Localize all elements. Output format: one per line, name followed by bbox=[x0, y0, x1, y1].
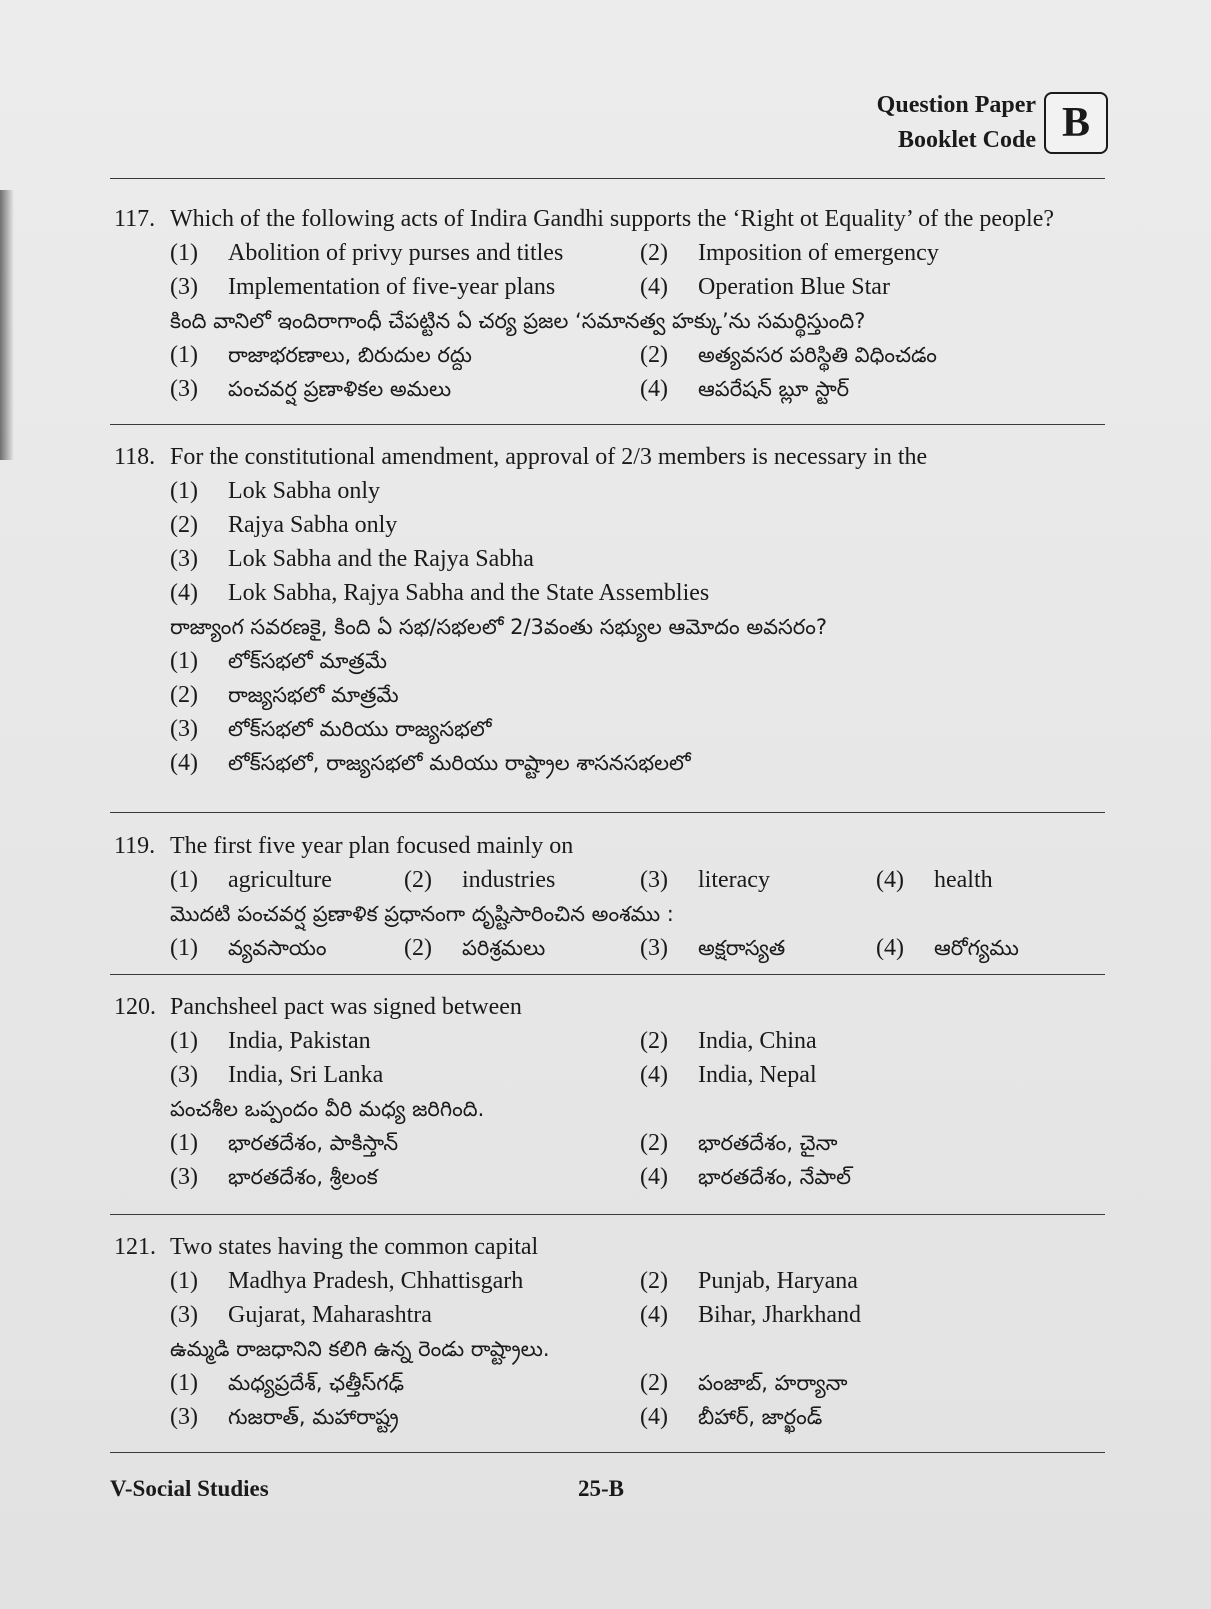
option-row bbox=[114, 1058, 1110, 1092]
subject-label: V-Social Studies bbox=[110, 1476, 269, 1501]
option-1-te: (1) భారతదేశం, పాకిస్తాన్ bbox=[170, 1130, 399, 1156]
option-row-te bbox=[114, 1366, 1110, 1400]
question-text-te: ఉమ్మడి రాజధానిని కలిగి ఉన్న రెండు రాష్ట్రాలు. bbox=[170, 1337, 550, 1361]
option-4: (4) Bihar, Jharkhand bbox=[640, 1302, 861, 1328]
option-3-te: (3) పంచవర్ష ప్రణాళికల అమలు bbox=[170, 376, 452, 402]
question-number: 117. bbox=[114, 206, 156, 232]
option-1: (1) agriculture bbox=[170, 867, 332, 893]
option-2: (2) India, China bbox=[640, 1028, 817, 1054]
option-2-te: (2) పరిశ్రమలు bbox=[404, 935, 546, 961]
option-1-te: (1) లోక్‌సభలో మాత్రమే bbox=[170, 648, 387, 674]
option-3: (3) Implementation of five-year plans bbox=[170, 274, 556, 300]
booklet-code-header bbox=[877, 88, 1108, 158]
option-row-te bbox=[114, 338, 1110, 372]
option-1: (1) Madhya Pradesh, Chhattisgarh bbox=[170, 1268, 524, 1294]
option-4-te: (4) లోక్‌సభలో, రాజ్యసభలో మరియు రాష్ట్రాల శాసనసభలలో bbox=[170, 750, 691, 776]
option-3: (3) literacy bbox=[640, 867, 770, 893]
option-2-te: (2) అత్యవసర పరిస్థితి విధించడం bbox=[640, 342, 937, 368]
divider bbox=[110, 1452, 1105, 1453]
divider bbox=[110, 1214, 1105, 1215]
option-1: (1) Abolition of privy purses and titles bbox=[170, 240, 564, 266]
option-row bbox=[114, 863, 1110, 897]
option-4-te: (4) బీహార్, జార్ఖండ్ bbox=[640, 1404, 823, 1430]
option-3: (3) Gujarat, Maharashtra bbox=[170, 1302, 432, 1328]
option-row-te bbox=[114, 1400, 1110, 1434]
option-4: (4) Lok Sabha, Rajya Sabha and the State Assemblies bbox=[170, 580, 710, 606]
option-row-te bbox=[114, 1126, 1110, 1160]
divider bbox=[110, 178, 1105, 179]
option-1: (1) India, Pakistan bbox=[170, 1028, 371, 1054]
option-4-te: (4) ఆరోగ్యము bbox=[876, 935, 1019, 961]
option-4: (4) Operation Blue Star bbox=[640, 274, 890, 300]
option-row bbox=[114, 1298, 1110, 1332]
option-row-te bbox=[114, 1160, 1110, 1194]
option-4-te: (4) భారతదేశం, నేపాల్ bbox=[640, 1164, 851, 1190]
option-1-te: (1) రాజాభరణాలు, బిరుదుల రద్దు bbox=[170, 342, 472, 368]
booklet-code-label bbox=[877, 88, 1036, 158]
option-2: (2) Imposition of emergency bbox=[640, 240, 939, 266]
option-row-te bbox=[114, 372, 1110, 406]
question-119 bbox=[114, 829, 1110, 965]
option-3: (3) Lok Sabha and the Rajya Sabha bbox=[170, 546, 534, 572]
option-2-te: (2) రాజ్యసభలో మాత్రమే bbox=[170, 682, 399, 708]
page-number: 25-B bbox=[578, 1476, 624, 1501]
option-2: (2) Rajya Sabha only bbox=[170, 512, 398, 538]
question-text-te: రాజ్యాంగ సవరణకై, కింది ఏ సభ/సభలలో 2/3వంతు సభ్యుల ఆమోదం అవసరం? bbox=[170, 615, 828, 639]
divider bbox=[110, 974, 1105, 975]
question-number: 120. bbox=[114, 994, 156, 1020]
question-118 bbox=[114, 440, 1110, 780]
divider bbox=[110, 424, 1105, 425]
booklet-code-box: B bbox=[1044, 92, 1108, 154]
question-text-te: పంచశీల ఒప్పందం వీరి మధ్య జరిగింది. bbox=[170, 1097, 485, 1121]
question-stem: For the constitutional amendment, approval of 2/3 members is necessary in the bbox=[170, 444, 928, 470]
question-117 bbox=[114, 202, 1110, 406]
question-number: 118. bbox=[114, 444, 156, 470]
option-row bbox=[114, 1264, 1110, 1298]
question-text-en bbox=[114, 202, 1110, 236]
option-row bbox=[114, 236, 1110, 270]
option-row-te bbox=[114, 931, 1110, 965]
option-1-te: (1) మధ్యప్రదేశ్, ఛత్తీస్‌గఢ్ bbox=[170, 1370, 405, 1396]
question-stem: Two states having the common capital bbox=[170, 1234, 539, 1260]
divider bbox=[110, 812, 1105, 813]
option-1-te: (1) వ్యవసాయం bbox=[170, 935, 327, 961]
question-stem: Panchsheel pact was signed between bbox=[170, 994, 522, 1020]
option-2: (2) industries bbox=[404, 867, 556, 893]
option-4-te: (4) ఆపరేషన్ బ్లూ స్టార్ bbox=[640, 376, 850, 402]
option-1: (1) Lok Sabha only bbox=[170, 478, 380, 504]
question-text-te: మొదటి పంచవర్ష ప్రణాళిక ప్రధానంగా దృష్టిసారించిన అంశము : bbox=[170, 902, 674, 926]
option-2-te: (2) పంజాబ్, హర్యానా bbox=[640, 1370, 848, 1396]
question-121 bbox=[114, 1230, 1110, 1434]
option-row bbox=[114, 1024, 1110, 1058]
option-3-te: (3) అక్షరాస్యత bbox=[640, 935, 786, 961]
option-3-te: (3) లోక్‌సభలో మరియు రాజ్యసభలో bbox=[170, 716, 492, 742]
option-3-te: (3) భారతదేశం, శ్రీలంక bbox=[170, 1164, 378, 1190]
header-line-question-paper: Question Paper bbox=[876, 92, 1036, 118]
question-text-te: కింది వానిలో ఇందిరాగాంధీ చేపట్టిన ఏ చర్య ప్రజల ‘సమానత్వ హక్కు’ను సమర్థిస్తుంది? bbox=[170, 309, 866, 333]
option-2-te: (2) భారతదేశం, చైనా bbox=[640, 1130, 838, 1156]
option-4: (4) India, Nepal bbox=[640, 1062, 817, 1088]
question-stem: Which of the following acts of Indira Gandhi supports the ‘Right ot Equality’ of the people? bbox=[170, 206, 1055, 232]
question-text-en bbox=[114, 829, 1110, 863]
question-text-en bbox=[114, 1230, 1110, 1264]
question-number: 121. bbox=[114, 1234, 156, 1260]
page-footer bbox=[110, 1476, 1105, 1502]
question-120 bbox=[114, 990, 1110, 1194]
option-3-te: (3) గుజరాత్, మహారాష్ట్ర bbox=[170, 1404, 399, 1430]
scan-edge-shadow bbox=[0, 190, 14, 460]
question-text-en bbox=[114, 990, 1110, 1024]
question-number: 119. bbox=[114, 833, 156, 859]
question-text-en bbox=[114, 440, 1110, 474]
option-4: (4) health bbox=[876, 867, 993, 893]
option-3: (3) India, Sri Lanka bbox=[170, 1062, 384, 1088]
header-line-booklet-code: Booklet Code bbox=[898, 127, 1036, 153]
option-row bbox=[114, 270, 1110, 304]
option-2: (2) Punjab, Haryana bbox=[640, 1268, 858, 1294]
question-stem: The first five year plan focused mainly on bbox=[170, 833, 574, 859]
